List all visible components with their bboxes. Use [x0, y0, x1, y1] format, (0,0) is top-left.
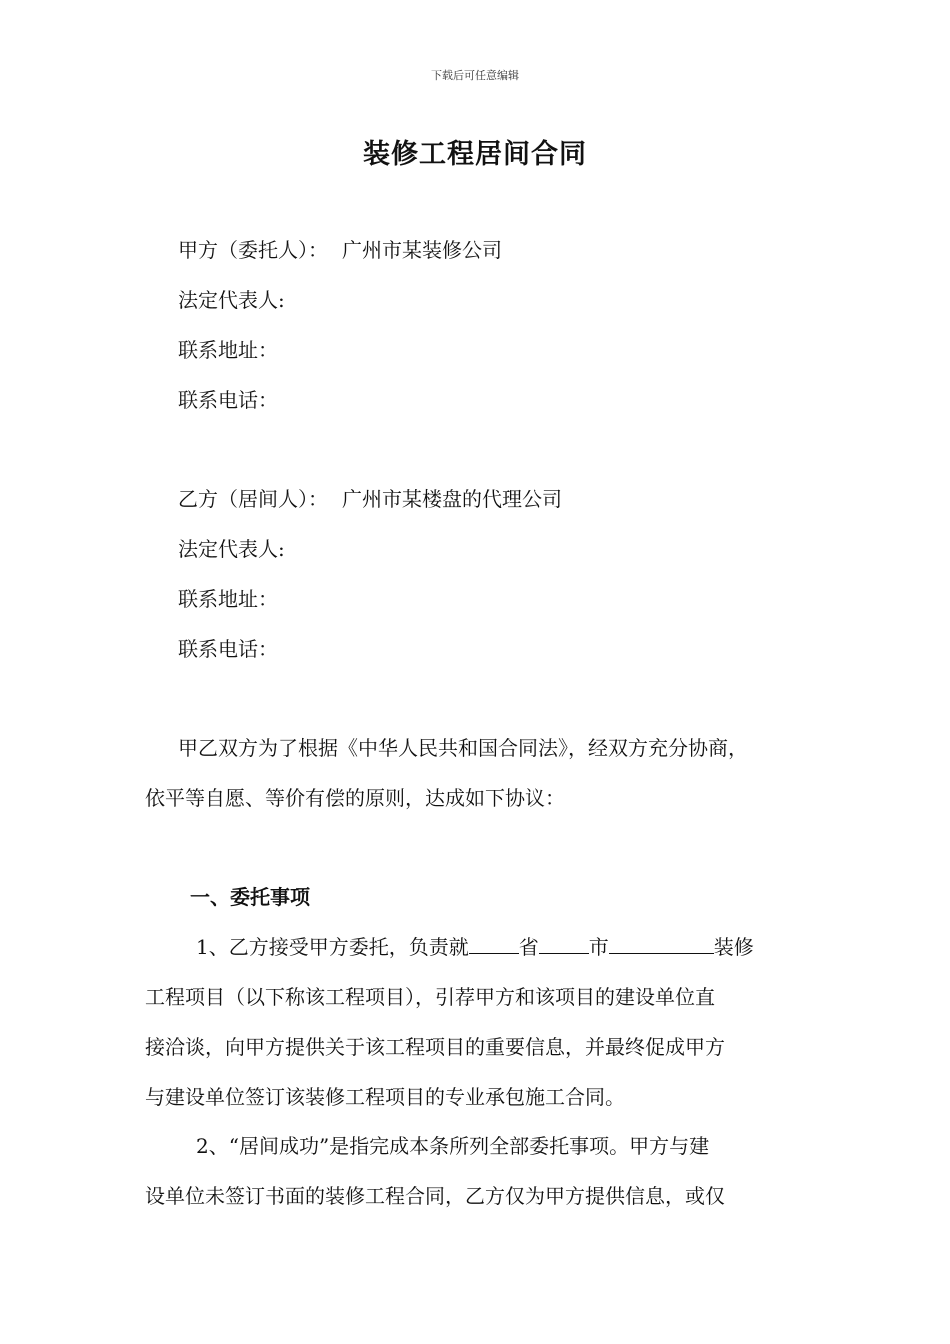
document-title: 装修工程居间合同	[363, 139, 587, 170]
section-1-item-1-line-4: 与建设单位签订该装修工程项目的专业承包施工合同。	[145, 1085, 625, 1109]
party-b-phone: 联系电话：	[178, 637, 278, 661]
project-blank	[609, 933, 714, 954]
party-a-label: 甲方（委托人）：	[178, 238, 328, 262]
section-1-item-2-line-2: 设单位未签订书面的装修工程合同，乙方仅为甲方提供信息，或仅	[145, 1184, 725, 1208]
province-blank	[469, 933, 519, 954]
party-a-rep: 法定代表人:	[178, 288, 285, 312]
city-blank	[539, 933, 589, 954]
party-b-rep: 法定代表人:	[178, 537, 285, 561]
party-a-address: 联系地址：	[178, 338, 278, 362]
preamble-line-1: 甲乙双方为了根据《中华人民共和国合同法》，经双方充分协商，	[178, 736, 748, 760]
party-b-line	[178, 485, 562, 513]
item-1-text-c: 市	[588, 935, 609, 959]
section-1-item-2-line-1: 2、“居间成功”是指完成本条所列全部委托事项。甲方与建	[196, 1134, 710, 1158]
item-1-text-b: 省	[518, 935, 539, 959]
party-b-label: 乙方（居间人）：	[178, 487, 328, 511]
item-1-text-a: 1、乙方接受甲方委托，负责就	[196, 935, 469, 959]
party-b-address: 联系地址：	[178, 587, 278, 611]
party-b-name: 广州市某楼盘的代理公司	[342, 487, 562, 511]
section-1-item-1-line-2: 工程项目（以下称该工程项目），引荐甲方和该项目的建设单位直	[145, 985, 715, 1009]
section-1-item-1-line-3: 接洽谈，向甲方提供关于该工程项目的重要信息，并最终促成甲方	[145, 1035, 725, 1059]
section-1-heading: 一、委托事项	[190, 885, 310, 909]
party-a-line	[178, 236, 502, 264]
header-note: 下载后可任意编辑	[431, 69, 519, 82]
section-1-item-1-line-1	[196, 933, 754, 961]
party-a-name: 广州市某装修公司	[342, 238, 502, 262]
item-1-text-d: 装修	[713, 935, 754, 959]
party-a-phone: 联系电话：	[178, 388, 278, 412]
preamble-line-2: 依平等自愿、等价有偿的原则，达成如下协议：	[145, 786, 565, 810]
